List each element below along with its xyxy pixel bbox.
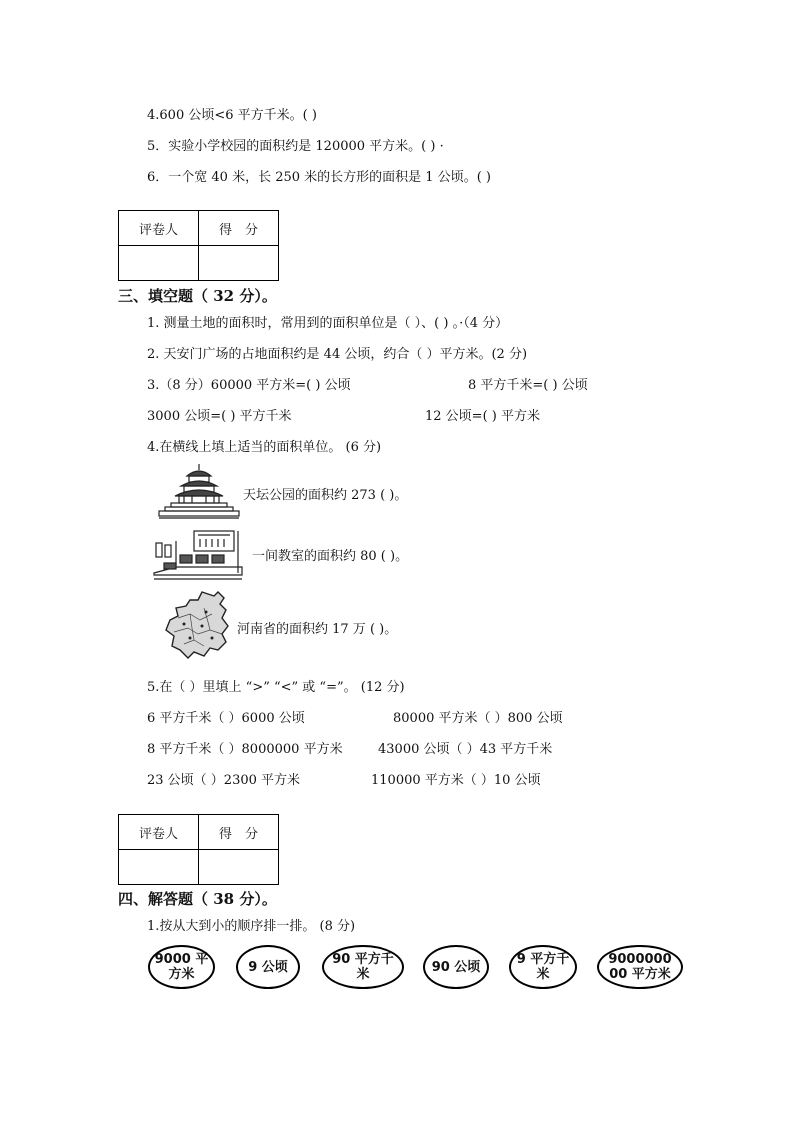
score-cell[interactable] <box>199 850 279 885</box>
temple-of-heaven-icon <box>157 462 241 520</box>
s3-q5-row3-right: 110000 平方米（ ）10 公顷 <box>371 773 541 788</box>
s3-q4: 4.在横线上填上适当的面积单位。 (6 分) <box>147 440 382 455</box>
grader-label: 评卷人 <box>119 211 199 246</box>
henan-map-icon <box>160 588 234 660</box>
judge-item-4: 4.600 公顷<6 平方千米。( ) <box>147 108 317 123</box>
s3-q3-b: 8 平方千米=( ) 公顷 <box>468 378 588 393</box>
oval-value-2: 9 公顷 <box>236 945 300 989</box>
s3-q5-row3-left: 23 公顷（ ）2300 平方米 <box>147 773 301 788</box>
s3-q2: 2. 天安门广场的占地面积约是 44 公顷，约合（ ）平方米。(2 分) <box>147 347 528 362</box>
s3-q4-item-3: 河南省的面积约 17 万 ( )。 <box>237 622 398 637</box>
score-cell[interactable] <box>199 246 279 281</box>
oval-value-4: 90 公顷 <box>423 945 489 989</box>
s3-q3-d: 12 公顷=( ) 平方米 <box>425 409 540 424</box>
judge-item-5: 5．实验小学校园的面积约是 120000 平方米。( ) · <box>147 139 444 154</box>
oval-value-5: 9 平方千米 <box>509 945 577 989</box>
grader-table-section4 <box>118 814 279 885</box>
s3-q5-row1-right: 80000 平方米（ ）800 公顷 <box>393 711 563 726</box>
s3-q5-row1-left: 6 平方千米（ ）6000 公顷 <box>147 711 305 726</box>
judge-item-6: 6．一个宽 40 米，长 250 米的长方形的面积是 1 公顷。( ) <box>147 170 491 185</box>
s3-q3-c: 3000 公顷=( ) 平方千米 <box>147 409 292 424</box>
section3-title: 三、填空题（ 32 分）。 <box>118 287 277 305</box>
s4-q1: 1.按从大到小的顺序排一排。 (8 分) <box>147 919 356 934</box>
classroom-icon <box>152 527 244 581</box>
oval-value-6: 900000000 平方米 <box>597 945 683 989</box>
s3-q4-item-2: 一间教室的面积约 80 ( )。 <box>252 549 409 564</box>
grader-label: 评卷人 <box>119 815 199 850</box>
grader-table-section3 <box>118 210 279 281</box>
grader-cell[interactable] <box>119 850 199 885</box>
grader-cell[interactable] <box>119 246 199 281</box>
score-label: 得 分 <box>199 815 279 850</box>
s3-q3-a: 3.（8 分）60000 平方米=( ) 公顷 <box>147 378 351 393</box>
s3-q5-row2-left: 8 平方千米（ ）8000000 平方米 <box>147 742 343 757</box>
oval-value-3: 90 平方千米 <box>322 945 404 989</box>
s3-q5: 5.在（ ）里填上 “>” “<” 或 “=”。 (12 分) <box>147 680 405 695</box>
section4-title: 四、解答题（ 38 分）。 <box>118 890 277 908</box>
s3-q4-item-1: 天坛公园的面积约 273 ( )。 <box>243 488 408 503</box>
s3-q1: 1. 测量土地的面积时，常用到的面积单位是（ ）、( ) 。·（4 分） <box>147 316 509 331</box>
oval-value-1: 9000 平方米 <box>148 945 215 989</box>
s3-q5-row2-right: 43000 公顷（ ）43 平方千米 <box>378 742 553 757</box>
score-label: 得 分 <box>199 211 279 246</box>
